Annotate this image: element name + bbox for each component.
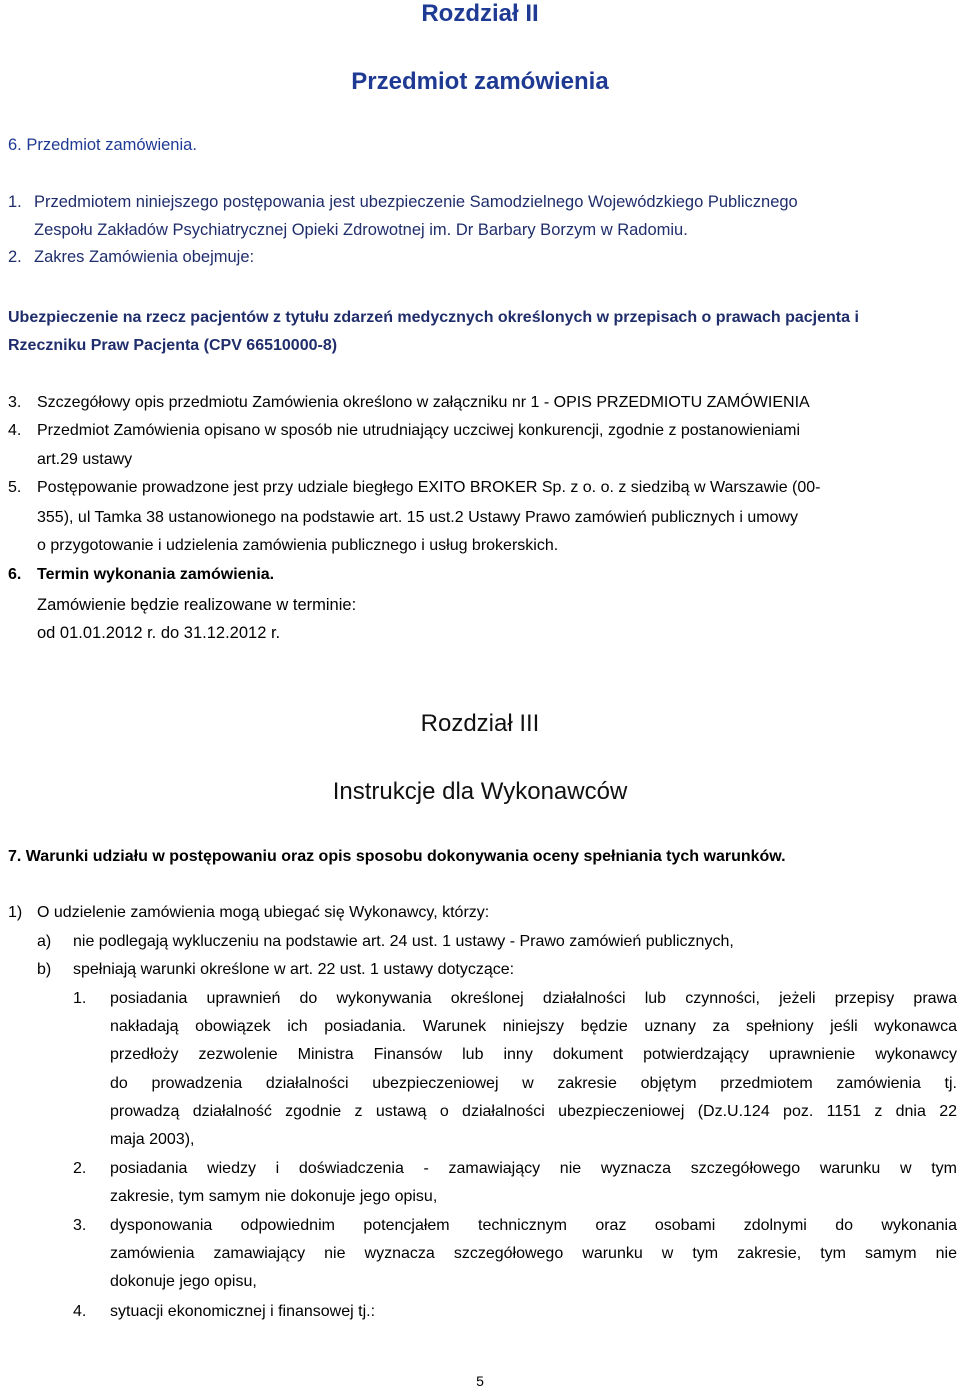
condition-text: posiadania uprawnień do wykonywania określonej działalności lub czynności, jeżeli przepisy prawa [110, 990, 957, 1007]
condition-text: przedłoży zezwolenie Ministra Finansów lub inny dokument potwierdzający uprawnienie wykonawcy [110, 1046, 957, 1063]
list-item-text: spełniają warunki określone w art. 22 ust. 1 ustawy dotyczące: [73, 961, 515, 978]
list-item-text: Przedmiot Zamówienia opisano w sposób nie utrudniający uczciwej konkurencji, zgodnie z postanowieniami [37, 422, 801, 439]
condition-text: nakładają obowiązek ich posiadania. Warunek niniejszy będzie uznany za spełniony jeśli wykonawca [110, 1018, 957, 1035]
list-item-number: 2. [8, 248, 22, 266]
condition-number: 2. [73, 1160, 87, 1177]
condition-number: 4. [73, 1303, 87, 1320]
list-item-text: art.29 ustawy [37, 451, 133, 468]
list-item-text: Zakres Zamówienia obejmuje: [34, 248, 255, 266]
condition-text: sytuacji ekonomicznej i finansowej tj.: [110, 1303, 376, 1320]
list-item-text: Szczegółowy opis przedmiotu Zamówienia określono w załączniku nr 1 - OPIS PRZEDMIOTU ZAMÓWIENIA [37, 394, 810, 411]
scope-text: Rzeczniku Praw Pacjenta (CPV 66510000-8) [8, 337, 338, 354]
chapter-subtitle: Przedmiot zamówienia [351, 68, 609, 95]
list-item-text: Zespołu Zakładów Psychiatrycznej Opieki Zdrowotnej im. Dr Barbary Borzym w Radomiu. [34, 221, 688, 239]
condition-number: 3. [73, 1217, 87, 1234]
list-item-letter: b) [37, 961, 52, 978]
list-item-number: 3. [8, 394, 22, 411]
condition-text: zamówienia zamawiający nie wyznacza szczegółowego warunku w tym zakresie, tym samym nie [110, 1245, 957, 1262]
list-item-text: Postępowanie prowadzone jest przy udziale biegłego EXITO BROKER Sp. z o. o. z siedzibą w Warszawie (00- [37, 479, 821, 496]
list-item-text: nie podlegają wykluczeniu na podstawie art. 24 ust. 1 ustawy - Prawo zamówień publicznych, [73, 933, 734, 950]
chapter-title: Rozdział II [421, 0, 539, 27]
condition-text: prowadzą działalność zgodnie z ustawą o działalności ubezpieczeniowej (Dz.U.124 poz. 1151 z dnia 22 [110, 1103, 957, 1120]
condition-number: 1. [73, 990, 87, 1007]
section-heading: 7. Warunki udziału w postępowaniu oraz opis sposobu dokonywania oceny spełniania tych warunków. [8, 848, 786, 865]
condition-text: posiadania wiedzy i doświadczenia - zamawiający nie wyznacza szczegółowego warunku w tym [110, 1160, 957, 1177]
list-item-text: o przygotowanie i udzielenia zamówienia publicznego i usług brokerskich. [37, 537, 559, 554]
list-item-letter: a) [37, 933, 52, 950]
condition-text: dysponowania odpowiednim potencjałem technicznym oraz osobami zdolnymi do wykonania [110, 1217, 957, 1234]
chapter-title: Rozdział III [420, 710, 540, 737]
term-heading: Termin wykonania zamówienia. [37, 566, 275, 583]
condition-text: zakresie, tym samym nie dokonuje jego opisu, [110, 1188, 438, 1205]
condition-text: maja 2003), [110, 1131, 195, 1148]
list-item-number: 1) [8, 904, 23, 921]
list-item-number: 5. [8, 479, 22, 496]
condition-text: do prowadzenia działalności ubezpieczeniowej w zakresie objętym przedmiotem zamówienia tj. [110, 1075, 957, 1092]
condition-text: dokonuje jego opisu, [110, 1273, 257, 1290]
list-item-number: 4. [8, 422, 22, 439]
scope-text: Ubezpieczenie na rzecz pacjentów z tytułu zdarzeń medycznych określonych w przepisach o prawach pacjenta i [8, 309, 859, 326]
term-dates: od 01.01.2012 r. do 31.12.2012 r. [37, 624, 281, 642]
list-item-number: 1. [8, 193, 22, 211]
term-text: Zamówienie będzie realizowane w terminie: [37, 596, 357, 614]
list-item-text: O udzielenie zamówienia mogą ubiegać się Wykonawcy, którzy: [37, 904, 490, 921]
list-item-text: Przedmiotem niniejszego postępowania jest ubezpieczenie Samodzielnego Wojewódzkiego Publicznego [34, 193, 798, 211]
page-number: 5 [476, 1373, 484, 1389]
chapter-subtitle: Instrukcje dla Wykonawców [332, 778, 628, 805]
section-heading: 6. Przedmiot zamówienia. [8, 136, 197, 154]
list-item-text: 355), ul Tamka 38 ustanowionego na podstawie art. 15 ust.2 Ustawy Prawo zamówień publicznych i umowy [37, 509, 798, 526]
list-item-number: 6. [8, 566, 22, 583]
